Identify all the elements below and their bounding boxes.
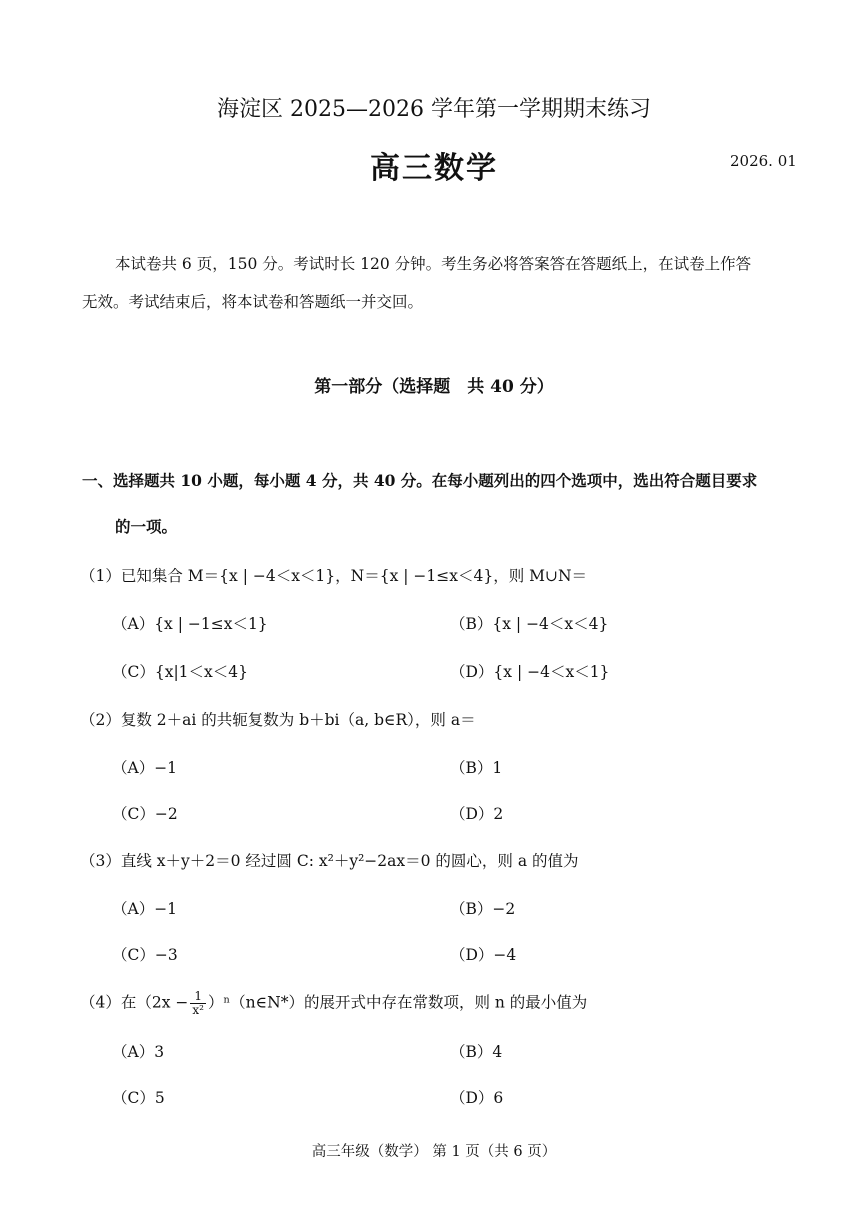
instructions-line-2: 无效。考试结束后，将本试卷和答题纸一并交回。 [82,293,424,311]
question-1-option-c: （C）{x|1＜x＜4} [112,663,249,681]
question-3-option-d: （D）−4 [450,946,517,964]
question-3-option-a: （A）−1 [112,900,178,918]
question-3-stem: （3）直线 x＋y＋2＝0 经过圆 C: x²＋y²−2ax＝0 的圆心，则 a 的值为 [80,852,579,870]
question-4-fraction-denominator: x² [192,1003,204,1017]
section-title: 第一部分（选择题 共 40 分） [314,377,554,397]
question-3-option-b: （B）−2 [450,900,516,918]
question-4-fraction-numerator: 1 [190,990,206,1004]
question-1-option-b: （B）{x | −4＜x＜4} [450,615,609,633]
question-4-option-b: （B）4 [450,1043,503,1061]
question-2-stem: （2）复数 2＋ai 的共轭复数为 b＋bi（a, b∈R），则 a＝ [80,711,476,729]
question-4-option-c: （C）5 [112,1089,165,1107]
question-3-option-c: （C）−3 [112,946,178,964]
question-2-option-d: （D）2 [450,805,504,823]
question-2-option-b: （B）1 [450,759,503,777]
exam-date: 2026. 01 [730,152,797,170]
part-direction-line-2: 的一项。 [115,517,178,536]
question-4-option-a: （A）3 [112,1043,165,1061]
page-footer: 高三年级（数学） 第 1 页（共 6 页） [311,1144,557,1160]
question-4-stem-suffix: ）ⁿ（n∈N*）的展开式中存在常数项，则 n 的最小值为 [207,993,588,1012]
question-1-option-d: （D）{x | −4＜x＜1} [450,663,610,681]
instructions-line-1: 本试卷共 6 页，150 分。考试时长 120 分钟。考生务必将答案答在答题纸上，在试卷上作答 [115,255,752,273]
question-4-stem [80,990,587,1017]
subject-title: 高三数学 [370,151,498,186]
question-1-option-a: （A）{x | −1≤x＜1} [112,615,268,633]
question-1-stem: （1）已知集合 M＝{x | −4＜x＜1}，N＝{x | −1≤x＜4}，则 M∪N＝ [80,567,588,585]
exam-title: 海淀区 2025—2026 学年第一学期期末练习 [217,97,651,122]
question-2-option-a: （A）−1 [112,759,178,777]
part-direction-line-1: 一、选择题共 10 小题，每小题 4 分，共 40 分。在每小题列出的四个选项中，选出符合题目要求 [82,471,758,490]
question-4-stem-prefix: （4）在（2x − [80,993,189,1012]
question-4-option-d: （D）6 [450,1089,504,1107]
question-2-option-c: （C）−2 [112,805,178,823]
question-4-fraction [190,990,206,1017]
